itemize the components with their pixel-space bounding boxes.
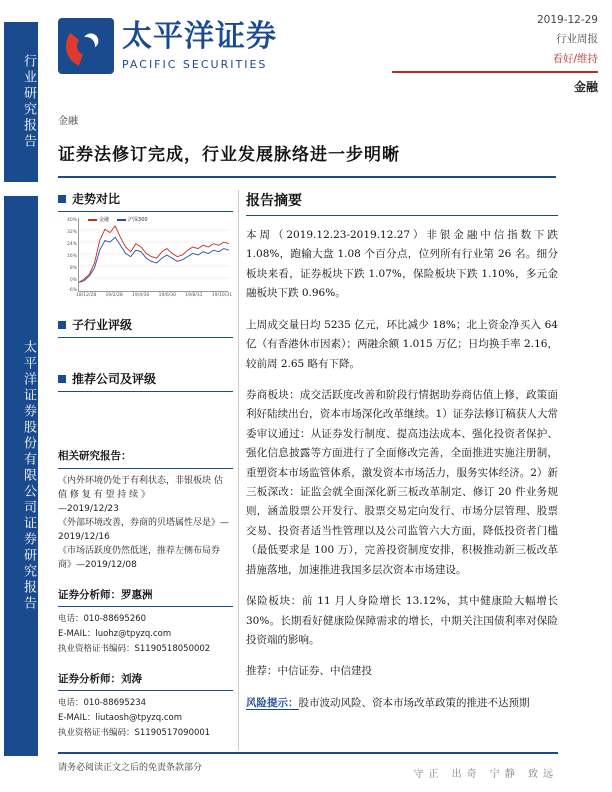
square-bullet-icon [58, 321, 66, 329]
header-meta [388, 14, 598, 95]
trend-chart [58, 218, 233, 306]
analyst-1-divider [58, 606, 233, 607]
report-type: 行业周报 [556, 33, 598, 45]
analyst-2-title: 证券分析师：刘涛 [58, 672, 142, 685]
summary-section-header [246, 190, 558, 216]
sub-rating-section-header [58, 316, 233, 338]
recommendation-line: 推荐：中信证券、中信建投 [246, 665, 372, 678]
pacific-securities-logo-icon [58, 18, 114, 74]
title-divider [58, 176, 556, 178]
footer-divider [58, 752, 558, 754]
related-report-item[interactable]: 《市场活跃度仍然低迷，推荐左侧布局券商》—2019/12/08 [58, 545, 221, 570]
sector-tag: 金融 [58, 116, 78, 127]
footer-watermark: 守正 出奇 宁静 致远 [413, 769, 558, 780]
trend-section-title: 走势对比 [72, 192, 121, 206]
rail-top-label: 行业研究报告 [4, 22, 38, 182]
recommend-title: 推荐公司及评级 [72, 372, 157, 386]
chart-svg [79, 218, 229, 292]
risk-text: 股市波动风险、资本市场改革政策的推进不达预期 [298, 696, 530, 709]
brand-name-cn: 太平洋证券 [122, 19, 277, 54]
document-header [58, 14, 598, 106]
related-reports-divider [58, 468, 233, 469]
square-bullet-icon [58, 375, 66, 383]
square-bullet-icon [58, 195, 66, 203]
analyst-2-phone: 电话：010-88695234 [58, 697, 147, 708]
legend-item-1: 沪深300 [117, 216, 148, 223]
chart-y-axis: 40% 32% 24% 16% 8% 0% -6% [66, 218, 77, 293]
chart-plot-area [78, 218, 228, 292]
report-date: 2019-12-29 [536, 14, 598, 26]
analyst-1-license: 执业资格证书编码：S1190518050002 [58, 643, 211, 654]
header-divider [392, 71, 598, 73]
right-column [246, 190, 558, 725]
brand-logo [58, 18, 277, 74]
rating-badge: 看好/维持 [552, 53, 598, 65]
risk-warning [246, 694, 558, 713]
related-report-date: —2019/12/23 [58, 504, 119, 515]
recommend-section-header [58, 370, 233, 392]
analyst-1-phone: 电话：010-88695260 [58, 613, 147, 624]
column-divider [238, 190, 239, 750]
chart-x-axis: 18/12/28 19/2/28 19/4/30 19/6/30 19/8/31 19/10/31 [76, 293, 232, 298]
header-sector: 金融 [573, 80, 598, 94]
footer-disclaimer: 请务必阅读正文之后的免责条款部分 [58, 763, 203, 773]
summary-title: 报告摘要 [246, 193, 302, 209]
sub-rating-title: 子行业评级 [72, 318, 133, 332]
analyst-1-title: 证券分析师：罗惠洲 [58, 588, 153, 601]
related-report-item[interactable]: 《外部环境改善，券商的贝塔属性尽是》—2019/12/16 [58, 518, 230, 542]
summary-paragraph: 上周成交量日均 5235 亿元，环比减少 18%；北上资金净买入 64 亿（有香港休市因素）；两融余额 1.015 万亿；日均换手率 2.16，较前周 2.65 略有下降。 [246, 318, 558, 370]
summary-paragraph: 本周（2019.12.23-2019.12.27）非银金融中信指数下跌 1.08%，跑输大盘 1.08 个百分点，位列所有行业第 26 名。细分板块来看，证券板块下跌 1.07%，保险板块下跌 1.10%，多元金融板块下跌 0.96%。 [246, 229, 558, 300]
left-column [58, 190, 233, 740]
brand-name-en: PACIFIC SECURITIES [122, 58, 268, 71]
summary-paragraph: 保险板块：前 11 月人身险增长 13.12%，其中健康险大幅增长 30%。长期看好健康险保障需求的增长，中期关注国债利率对保险投资端的影响。 [246, 595, 558, 647]
risk-label: 风险提示： [246, 696, 299, 709]
analyst-1-email[interactable]: E-MAIL：luohz@tpyzq.com [58, 628, 172, 639]
trend-section-header [58, 190, 233, 212]
analyst-2-divider [58, 690, 233, 691]
related-reports-title: 相关研究报告： [58, 450, 132, 462]
analyst-2-email[interactable]: E-MAIL：liutaosh@tpyzq.com [58, 712, 182, 723]
left-rail [0, 0, 46, 792]
rail-bottom-label: 太平洋证券股份有限公司证券研究报告 [4, 196, 38, 756]
summary-paragraph: 券商板块：成交活跃度改善和阶段行情据助券商估值上修，政策面利好陆续出台，资本市场深化改革继续。1）证券法修订稿获人大常委审议通过：从证券发行制度、提高违法成本、强化投资者保护、强化信息披露等方面进行了全面修改完善，全面推进实施注册制，重塑资本市场监管体系，激发资本市场活力，服务实体经济。2）新三板深改：证监会就全面深化新三板改革制定、修订 20 件业务规则，涵盖股票公开发行、股票交易定向发行、市场分层管理、股票交易、投资者适当性管理以及公司监管六大方面，降低投资者门槛（最低要求是 100 万），完善投资制度安排，积极推动新三板改革措施落地，加速推进我国多层次资本市场建设。 [246, 388, 558, 576]
analyst-2-license: 执业资格证书编码：S1190517090001 [58, 727, 211, 738]
page-title: 证券法修订完成，行业发展脉络进一步明晰 [58, 145, 400, 165]
legend-item-0: 金融 [88, 216, 109, 223]
related-report-item[interactable]: 《内外环境仍处于有利状态，非银板块 估 值 修 复 有 望 持 续 》 [58, 476, 223, 501]
